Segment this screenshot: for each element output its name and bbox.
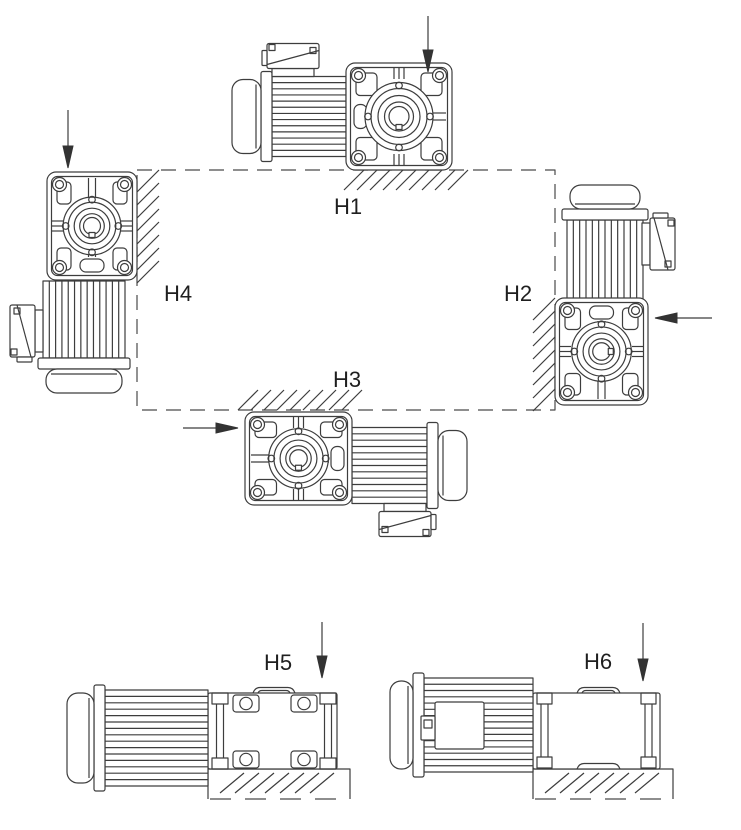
mounting-position-h2 [555, 185, 675, 405]
gearbox-flange-face [245, 412, 352, 505]
mounting-base-block [533, 769, 673, 799]
position-label-h2: H2 [503, 281, 533, 306]
mounting-surface-hatch-h4 [137, 170, 159, 283]
gearbox-flange-face [555, 298, 648, 405]
motor [232, 72, 346, 162]
position-label-h5: H5 [263, 650, 293, 675]
gearbox-flange-face [346, 63, 452, 170]
motor [562, 185, 648, 299]
mounting-position-h1 [232, 44, 452, 171]
terminal-box [642, 213, 675, 270]
down-arrow-icon [317, 622, 327, 678]
mounting-surface-hatch-h1 [344, 170, 468, 190]
gearbox-flange-face [47, 172, 137, 280]
position-label-h1: H1 [333, 194, 363, 219]
mounting-position-h5 [67, 685, 350, 799]
mounting-position-h4 [10, 172, 137, 393]
mounting-surface-hatch-h3 [238, 390, 362, 410]
gearbox-side-view [533, 688, 660, 770]
motor [352, 423, 467, 509]
mounting-position-h6 [390, 673, 673, 799]
position-label-h6: H6 [583, 649, 613, 674]
right-arrow-icon [183, 423, 238, 433]
left-arrow-icon [655, 313, 712, 323]
diagram-linework [10, 16, 712, 799]
gearbox-top-view [208, 688, 337, 770]
down-arrow-icon [63, 110, 73, 168]
position-label-h4: H4 [163, 281, 193, 306]
mounting-base-block [208, 769, 350, 799]
terminal-box [10, 305, 43, 362]
mounting-surface-hatch-h2 [533, 298, 555, 411]
down-arrow-icon [638, 623, 648, 681]
position-label-h3: H3 [332, 367, 362, 392]
mounting-position-h3 [245, 412, 467, 537]
motor [38, 281, 130, 393]
motor [67, 685, 208, 791]
